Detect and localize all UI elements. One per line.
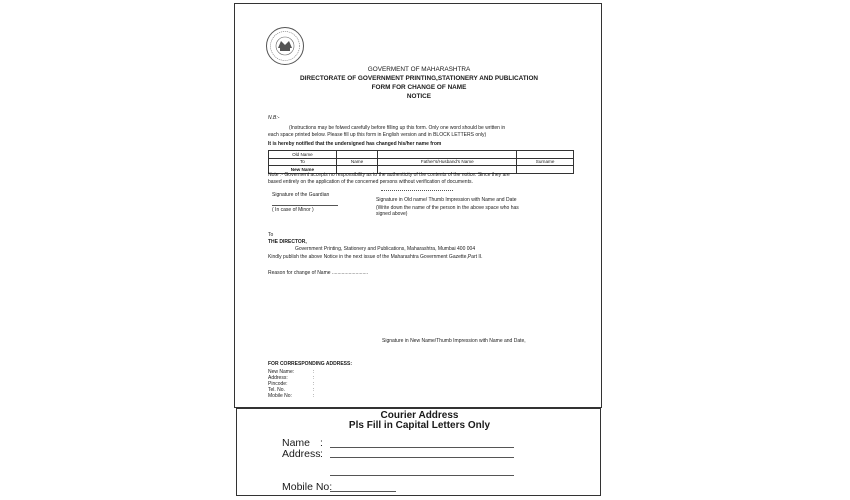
old-father-cell[interactable]	[378, 151, 517, 159]
courier-address-input-2[interactable]	[330, 475, 514, 476]
field-tel-no: Tel. No.	[268, 387, 285, 393]
nb-label: N.B:-	[268, 115, 280, 121]
government-seal-icon	[265, 26, 305, 66]
colon: :	[313, 369, 315, 375]
note-line-1: Note :- Goverment accepts no responsibility as to the authenticity of the contents of the notice. Since they are	[268, 172, 510, 178]
father-husband-header: Father's/Husband's Name	[378, 158, 517, 166]
instructions-line-2: each space printed below. Please fill up this form in English version and in BLOCK LETTERS only)	[268, 132, 487, 138]
name-change-table	[268, 150, 574, 174]
colon: :	[313, 393, 315, 399]
to-text: To	[268, 232, 274, 238]
notified-text: It is hereby notified that the undersigned has changed his/her name from	[268, 141, 442, 147]
old-name-cell[interactable]	[336, 151, 377, 159]
minor-label: ( In case of Minor )	[272, 207, 314, 213]
publish-request: Kindly publish the above Notice in the next issue of the Maharashtra Government Gazette,Part II.	[268, 254, 483, 260]
header-directorate: DIRECTORATE OF GOVERNMENT PRINTING,STATIONERY AND PUBLICATION	[299, 75, 539, 82]
name-header: Name	[336, 158, 377, 166]
form-page	[234, 3, 602, 408]
old-surname-cell[interactable]	[517, 151, 574, 159]
guardian-signature-line[interactable]	[272, 205, 338, 206]
old-name-signature-label: Signature in Old name/ Thumb Impression with Name and Date	[376, 197, 517, 203]
note-line-2: based entirely on the application of the concerned persons without verification of documents.	[268, 179, 473, 185]
header-notice: NOTICE	[406, 93, 432, 100]
courier-address-box	[236, 408, 601, 496]
director-text: THE DIRECTOR,	[268, 239, 307, 245]
reason-for-change[interactable]: Reason for change of Name ..........................	[268, 270, 369, 276]
courier-address-label: Address	[282, 448, 321, 460]
old-name-signature-line[interactable]	[381, 190, 453, 191]
colon: :	[313, 381, 315, 387]
colon: :	[320, 437, 323, 449]
colon: :	[320, 448, 323, 460]
surname-header: Surname	[517, 158, 574, 166]
field-pincode: Pincode:	[268, 381, 288, 387]
header-government: GOVERMENT OF MAHARASHTRA	[367, 66, 471, 73]
to-label: To	[269, 158, 337, 166]
courier-address-input-1[interactable]	[330, 457, 514, 458]
instructions-line-1: (Instructions may be folwed carefully before filling up this form. Only one word should be written in	[289, 125, 506, 131]
write-down-line-1: (Write down the name of the person in the above space who has	[376, 205, 519, 211]
courier-name-input[interactable]	[330, 447, 514, 448]
field-new-name: New Name:	[268, 369, 295, 375]
courier-subtitle: Pls Fill in Capital Letters Only	[348, 420, 491, 431]
header-form-title: FORM FOR CHANGE OF NAME	[371, 84, 467, 91]
write-down-line-2: signed above)	[376, 211, 408, 217]
new-name-signature-label: Signature in New Name/Thumb Impression with Name and Date,	[382, 338, 526, 344]
courier-mobile-label: Mobile No:	[282, 481, 333, 493]
courier-name-label: Name	[282, 437, 311, 449]
corresponding-address-title: FOR CORRESPONDING ADDRESS:	[268, 361, 352, 367]
field-address: Address:	[268, 375, 288, 381]
field-mobile-no: Mobile No:	[268, 393, 292, 399]
new-name-label: New Name	[269, 166, 337, 174]
office-address: Government Printing, Stationery and Publications, Maharashtra, Mumbai 400 004	[295, 246, 476, 252]
colon: :	[313, 387, 315, 393]
guardian-signature-label: Signature of the Guardian	[272, 192, 330, 198]
colon: :	[313, 375, 315, 381]
courier-title: Courier Address	[380, 410, 459, 421]
new-surname-cell[interactable]	[517, 166, 574, 174]
courier-mobile-input[interactable]	[330, 491, 396, 492]
old-name-label: Old Name	[269, 151, 337, 159]
